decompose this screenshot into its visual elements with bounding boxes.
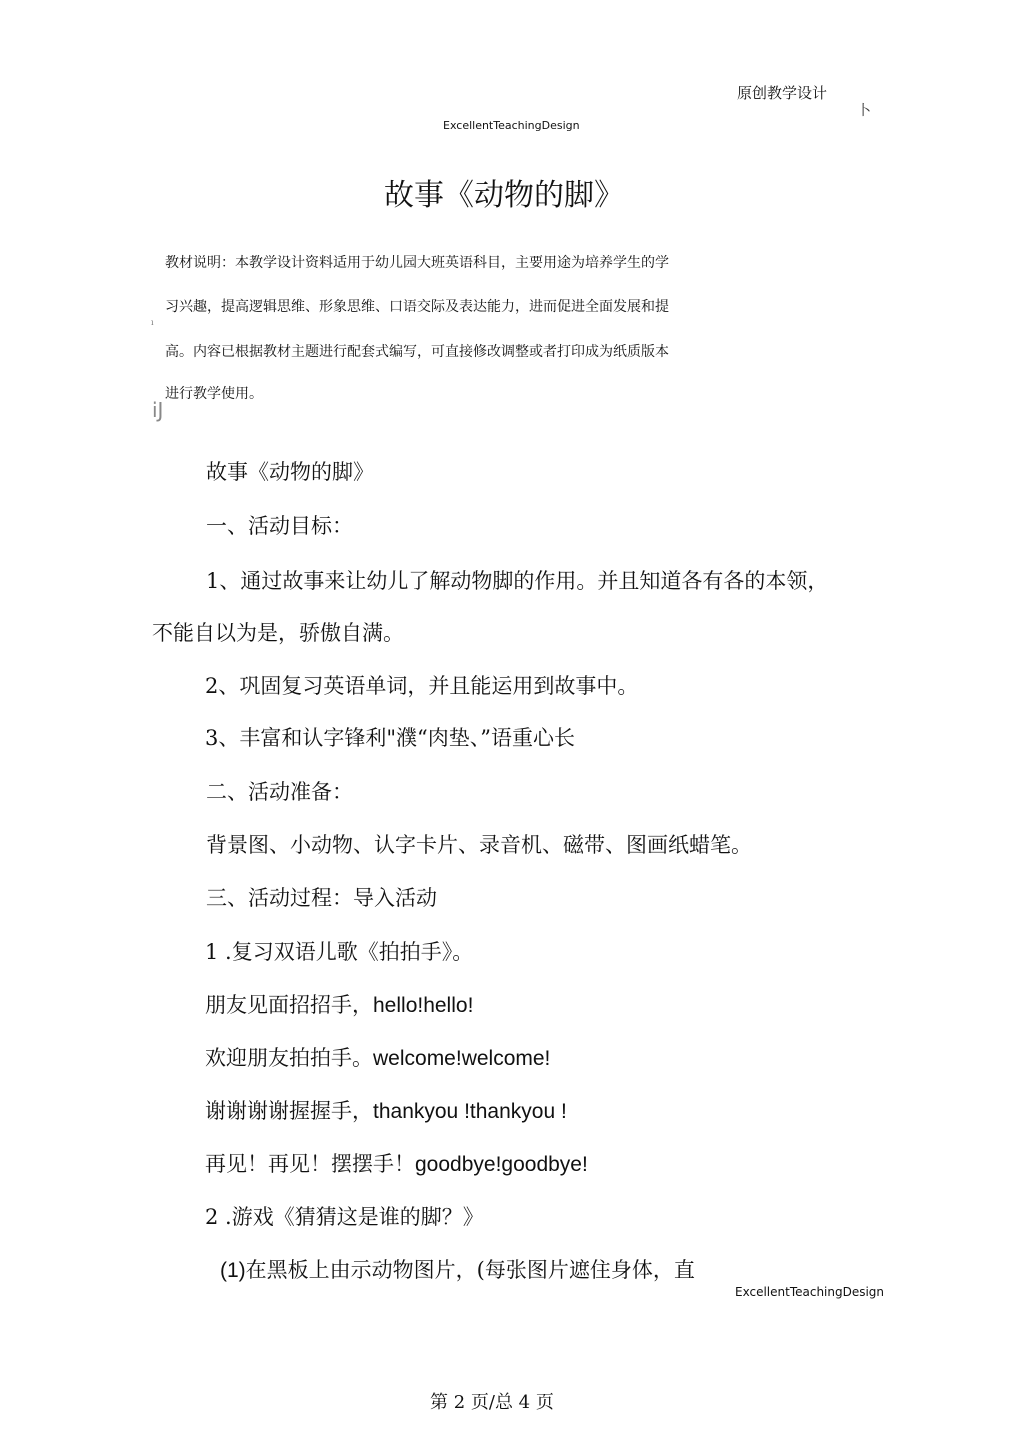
story-title: 故事《动物的脚》: [206, 460, 374, 484]
section-heading: 一、活动目标：: [206, 514, 353, 538]
goal-item: 2、巩固复习英语单词，并且能运用到故事中。: [205, 674, 639, 698]
song-line-english: goodbye!goodbye!: [415, 1153, 588, 1176]
step-subitem: [220, 1254, 695, 1284]
margin-mark: ı: [151, 318, 154, 327]
goal-item: 3、丰富和认字锋利"濮“肉垫、”语重心长: [205, 726, 575, 750]
materials-text: 背景图、小动物、认字卡片、录音机、磁带、图画纸蜡笔。: [206, 833, 752, 857]
footer-subtitle: ExcellentTeachingDesign: [735, 1285, 885, 1299]
step-subitem-label: (1): [220, 1259, 246, 1282]
notes-line: 习兴趣，提高逻辑思维、形象思维、口语交际及表达能力，进而促进全面发展和提: [165, 299, 669, 315]
song-line-english: thankyou !thankyou !: [373, 1100, 567, 1123]
song-line: [205, 989, 473, 1019]
song-line: [205, 1042, 550, 1072]
song-line-chinese: 欢迎朋友拍拍手。: [205, 1046, 373, 1070]
song-line-english: hello!hello!: [373, 994, 474, 1017]
step-item: 1 .复习双语儿歌《拍拍手》。: [205, 940, 474, 964]
section-heading: 三、活动过程：导入活动: [206, 886, 437, 910]
song-line-chinese: 朋友见面招招手，: [205, 993, 373, 1017]
header-subtitle: ExcellentTeachingDesign: [443, 119, 580, 132]
notes-line: 教材说明：本教学设计资料适用于幼儿园大班英语科目，主要用途为培养学生的学: [165, 255, 669, 271]
song-line-english: welcome!welcome!: [373, 1047, 551, 1070]
song-line: [205, 1148, 588, 1178]
song-line-chinese: 谢谢谢谢握握手，: [205, 1099, 373, 1123]
goal-item-continuation: 不能自以为是，骄傲自满。: [152, 621, 404, 645]
step-item: 2 .游戏《猜猜这是谁的脚？》: [205, 1205, 484, 1229]
goal-item: 1、通过故事来让幼儿了解动物脚的作用。并且知道各有各的本领，: [206, 569, 829, 593]
page-number: 第 2 页/总 4 页: [430, 1392, 554, 1413]
document-title: 故事《动物的脚》: [384, 178, 624, 213]
header-mark: 卜: [857, 103, 871, 119]
header-title: 原创教学设计: [737, 84, 828, 102]
section-heading: 二、活动准备：: [206, 780, 353, 804]
step-subitem-text: 在黑板上由示动物图片，(每张图片遮住身体，直: [245, 1258, 695, 1282]
notes-line: 高。内容已根据教材主题进行配套式编写，可直接修改调整或者打印成为纸质版本: [165, 344, 669, 360]
song-line: [205, 1095, 567, 1125]
song-line-chinese: 再见！再见！摆摆手！: [205, 1152, 415, 1176]
notes-line: 进行教学使用。: [165, 386, 263, 402]
margin-mark: iJ: [152, 398, 164, 422]
